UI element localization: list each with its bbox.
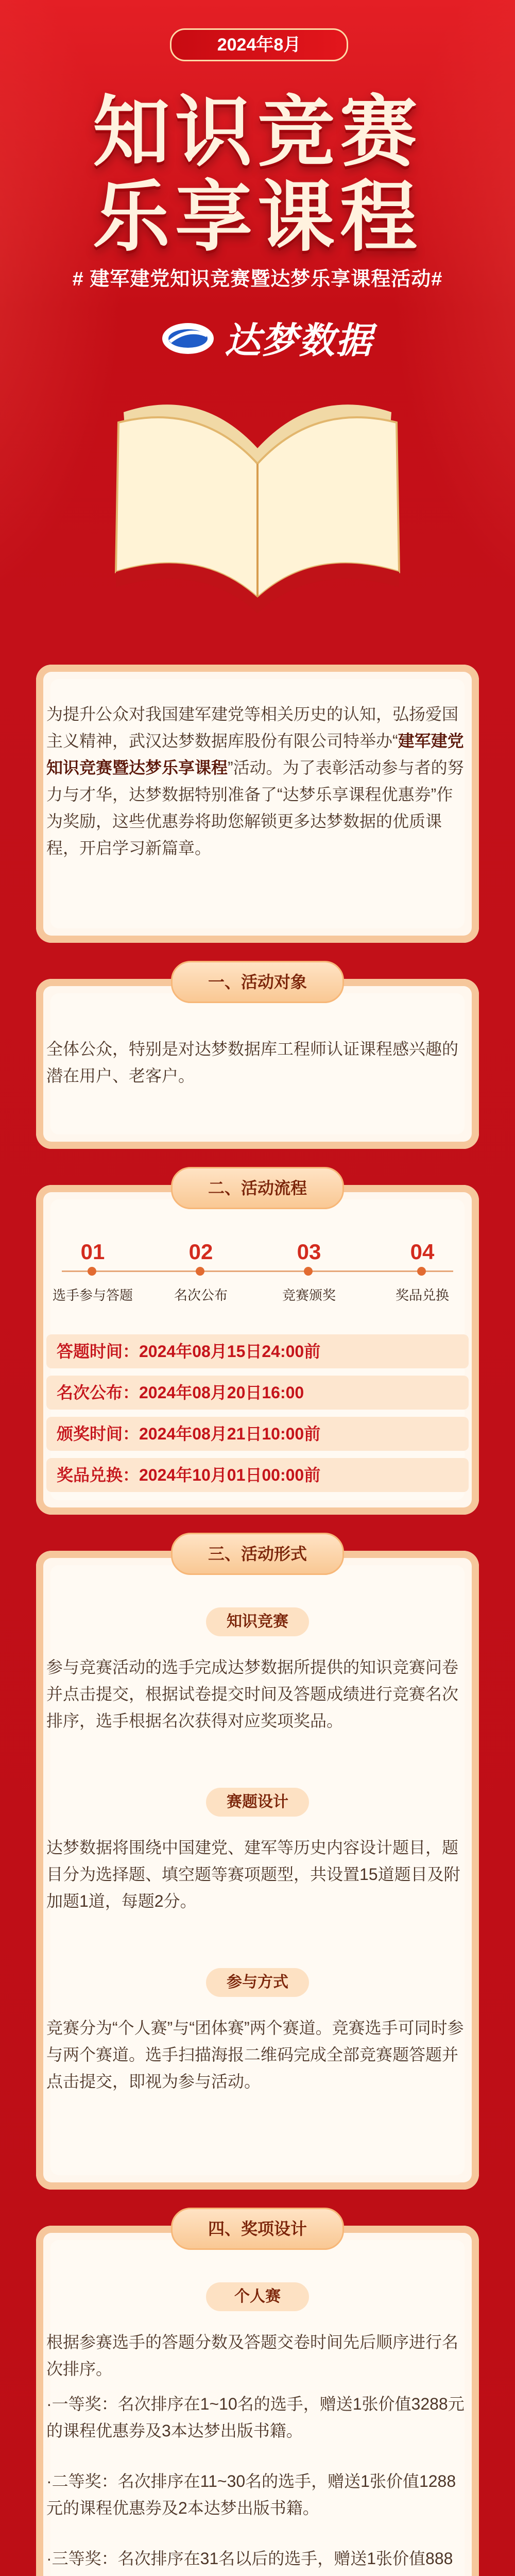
format-design-text: 达梦数据将围绕中国建党、建军等历史内容设计题目，题目分为选择题、填空题等赛项题型，共设置15道题目及附加题1道，每题2分。 xyxy=(46,1838,460,1910)
individual-third: ·三等奖：名次排序在31名以后的选手，赠送1张价值888 xyxy=(46,2549,453,2568)
individual-second: ·二等奖：名次排序在11~30名的选手，赠送1张价值1288元的课程优惠券及2本达梦出版书籍。 xyxy=(46,2472,456,2517)
step-dot xyxy=(304,1267,313,1276)
subhead-quiz: 知识竞赛 xyxy=(206,1607,309,1636)
open-book-illustration xyxy=(103,392,412,634)
step-4: 04 奖品兑换 xyxy=(395,1240,449,1303)
section-awards-tag: 四、奖项设计 xyxy=(171,2208,344,2250)
individual-first: ·一等奖：名次排序在1~10名的选手，赠送1张价值3288元的课程优惠券及3本达梦出版书籍。 xyxy=(46,2395,465,2440)
section-target-text: 全体公众，特别是对达梦数据库工程师认证课程感兴趣的潜在用户、老客户。 xyxy=(46,1040,459,1085)
subhead-design: 赛题设计 xyxy=(206,1788,309,1817)
dameng-logo-icon xyxy=(160,317,216,358)
individual-intro: 根据参赛选手的答题分数及答题交卷时间先后顺序进行名次排序。 xyxy=(46,2333,459,2378)
step-dot xyxy=(196,1267,204,1276)
subhead-individual: 个人赛 xyxy=(206,2282,309,2311)
logo-text: 达梦数据 xyxy=(225,320,373,361)
time-award: 颁奖时间：2024年08月21日10:00前 xyxy=(46,1417,469,1451)
step-2: 02 名次公布 xyxy=(174,1240,228,1303)
process-steps xyxy=(46,1236,469,1309)
step-dot xyxy=(88,1267,96,1276)
section-process-tag: 二、活动流程 xyxy=(171,1167,344,1209)
event-subtitle: # 建军建党知识竞赛暨达梦乐享课程活动# xyxy=(72,268,443,290)
title-line-2: 乐享课程 xyxy=(92,173,422,262)
format-quiz-text: 参与竞赛活动的选手完成达梦数据所提供的知识竞赛问卷并点击提交，根据试卷提交时间及答题成绩进行竞赛名次排序，选手根据名次获得对应奖项奖品。 xyxy=(46,1658,459,1730)
step-3: 03 竞赛颁奖 xyxy=(282,1240,336,1303)
section-target-tag: 一、活动对象 xyxy=(171,961,344,1003)
time-redeem: 奖品兑换：2024年10月01日00:00前 xyxy=(46,1458,469,1492)
intro-text: 为提升公众对我国建军建党等相关历史的认知，弘扬爱国主义精神，武汉达梦数据库股份有限公司特举办“建军建党知识竞赛暨达梦乐享课程”活动。为了表彰活动参与者的努力与才华，达梦数据特别准备了“达梦乐享课程优惠券”作为奖励，这些优惠券将助您解锁更多达梦数据的优质课程，开启学习新篇章。 xyxy=(46,705,464,857)
subhead-method: 参与方式 xyxy=(206,1968,309,1997)
dameng-logo xyxy=(160,309,373,366)
format-method-text: 竞赛分为“个人赛”与“团体赛”两个赛道。竞赛选手可同时参与两个赛道。选手扫描海报二维码完成全部竞赛题答题并点击提交，即视为参与活动。 xyxy=(46,2019,464,2091)
section-format-tag: 三、活动形式 xyxy=(171,1533,344,1575)
date-badge: 2024年8月 xyxy=(170,28,348,61)
step-dot xyxy=(417,1267,426,1276)
title-line-1: 知识竞赛 xyxy=(92,88,422,177)
time-ranking: 名次公布：2024年08月20日16:00 xyxy=(46,1376,469,1410)
step-1: 01 选手参与答题 xyxy=(52,1240,133,1303)
time-answer: 答题时间：2024年08月15日24:00前 xyxy=(46,1334,469,1368)
